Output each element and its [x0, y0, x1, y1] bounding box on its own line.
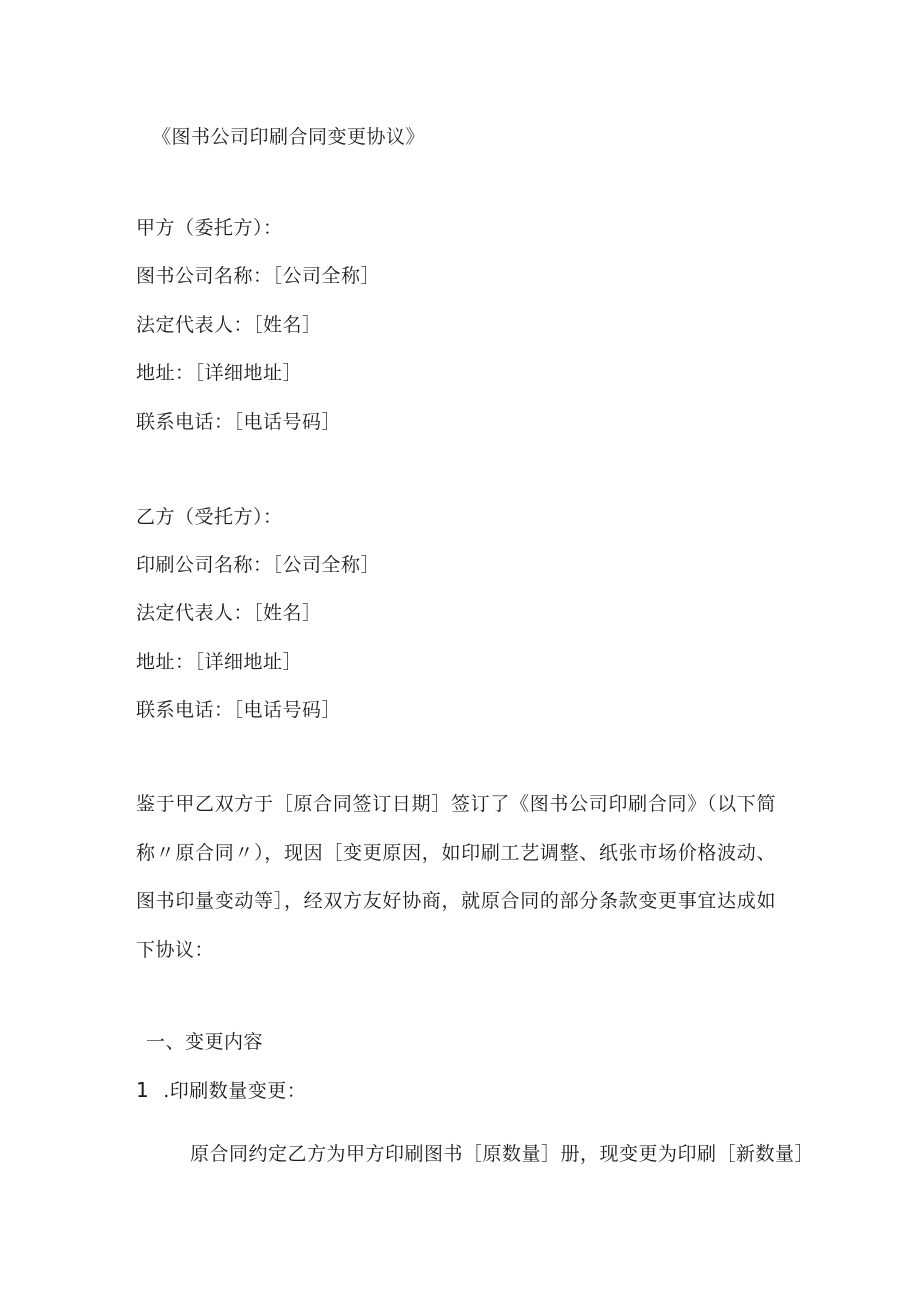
party-b-company: 印刷公司名称：［公司全称］ — [136, 554, 381, 576]
clause-number: 1 — [136, 1078, 150, 1102]
party-b-phone: 联系电话：［电话号码］ — [136, 699, 342, 721]
clause-text: 原合同约定乙方为甲方印刷图书［原数量］册，现变更为印刷［新数量］ — [190, 1143, 815, 1165]
party-b-heading: 乙方（受托方）： — [136, 506, 283, 528]
party-a-rep: 法定代表人：［姓名］ — [136, 314, 322, 336]
party-a-company: 图书公司名称：［公司全称］ — [136, 265, 381, 287]
clause-item — [136, 1078, 306, 1103]
party-b-rep: 法定代表人：［姓名］ — [136, 602, 322, 624]
party-b-address: 地址：［详细地址］ — [136, 651, 303, 673]
document-title: 《图书公司印刷合同变更协议》 — [152, 126, 426, 148]
preamble-paragraph: 鉴于甲乙双方于［原合同签订日期］签订了《图书公司印刷合同》（以下简称〃原合同〃），现因［变更原因，如印刷工艺调整、纸张市场价格波动、图书印量变动等］，经双方友好协商，就原合同的部分条款变更事宜达成如下协议： — [136, 793, 776, 961]
party-a-heading: 甲方（委托方）： — [136, 217, 283, 239]
section-heading: 一、变更内容 — [146, 1031, 264, 1053]
party-a-phone: 联系电话：［电话号码］ — [136, 411, 342, 433]
clause-title: .印刷数量变更： — [163, 1080, 307, 1102]
party-a-address: 地址：［详细地址］ — [136, 362, 303, 384]
